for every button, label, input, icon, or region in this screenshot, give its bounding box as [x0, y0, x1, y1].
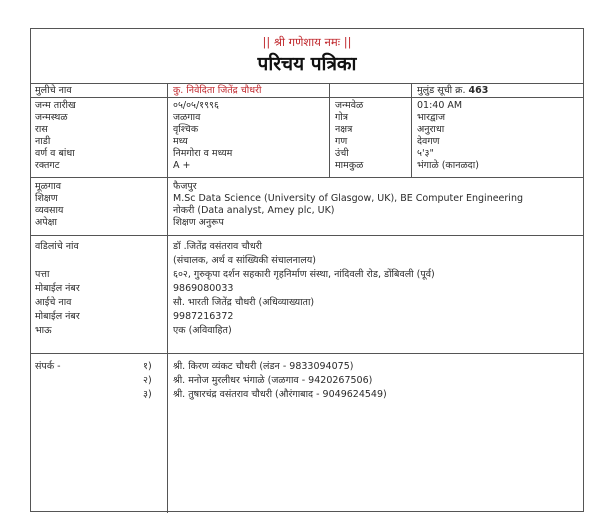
column-divider	[167, 83, 168, 513]
occupation-value: नोकरी (Data analyst, Amey plc, UK)	[173, 205, 335, 216]
blood-group-label: रक्तगट	[35, 160, 60, 171]
native-place-value: फैजपुर	[173, 181, 197, 192]
address-label: पत्ता	[35, 269, 50, 280]
girl-name-value: कु. निवेदिता जितेंद्र चौधरी	[173, 85, 262, 96]
mother-name-label: आईचे नाव	[35, 297, 72, 308]
list-number-value: 463	[468, 85, 489, 96]
document-title: परिचय पत्रिका	[257, 53, 357, 75]
nakshatra-value: अनुराधा	[417, 124, 445, 135]
nadi-value: मध्य	[173, 136, 188, 147]
father-designation: (संचालक, अर्थ व सांख्यिकी संचालनालय)	[173, 255, 316, 266]
father-mobile-value: 9869080033	[173, 283, 234, 294]
education-value: M.Sc Data Science (University of Glasgow, UK), BE Computer Engineering	[173, 193, 524, 204]
contact-number: ३)	[143, 389, 152, 400]
contacts-label: संपर्क -	[35, 361, 61, 372]
gotra-label: गोत्र	[335, 112, 349, 123]
divider	[31, 83, 583, 84]
contact-item: श्री. तुषारचंद्र वसंतराव चौधरी (औरंगाबाद - 9049624549)	[173, 389, 387, 400]
mother-mobile-value: 9987216372	[173, 311, 234, 322]
maternal-clan-label: मामकुळ	[335, 160, 364, 171]
column-divider	[411, 83, 412, 177]
gan-label: गण	[335, 136, 348, 147]
expectation-label: अपेक्षा	[35, 217, 57, 228]
birth-place-value: जळगाव	[173, 112, 201, 123]
list-number-label: मुलुंड सूची क्र. 463	[417, 85, 489, 96]
maternal-clan-value: भंगाळे (कानळदा)	[417, 160, 479, 171]
contact-number: २)	[143, 375, 152, 386]
brother-value: एक (अविवाहित)	[173, 325, 232, 336]
nadi-label: नाडी	[35, 136, 51, 147]
birth-place-label: जन्मस्थळ	[35, 112, 68, 123]
height-label: उंची	[335, 148, 349, 159]
column-divider	[329, 83, 330, 177]
father-name-value: डॉ .जितेंद्र वसंतराव चौधरी	[173, 241, 263, 252]
birth-date-value: ०५/०५/१९९६	[173, 100, 219, 111]
expectation-value: शिक्षण अनुरूप	[173, 217, 224, 228]
contact-item: श्री. किरण व्यंकट चौधरी (लंडन - 9833094075)	[173, 361, 354, 372]
native-place-label: मूळगाव	[35, 181, 61, 192]
father-name-label: वडिलांचे नांव	[35, 241, 79, 252]
address-value: ६०२, गुरुकृपा दर्शन सहकारी गृहनिर्माण संस्था, नांदिवली रोड, डोंबिवली (पूर्व)	[173, 269, 435, 280]
header	[31, 29, 583, 83]
nakshatra-label: नक्षत्र	[335, 124, 353, 135]
height-value: ५'३"	[417, 148, 434, 159]
blood-group-value: A +	[173, 160, 191, 171]
gan-value: देवगण	[417, 136, 440, 147]
brother-label: भाऊ	[35, 325, 52, 336]
divider	[31, 97, 583, 98]
birth-time-value: 01:40 AM	[417, 100, 463, 111]
birth-date-label: जन्म तारीख	[35, 100, 76, 111]
divider	[31, 235, 583, 236]
biodata-sheet	[30, 28, 584, 512]
occupation-label: व्यवसाय	[35, 205, 64, 216]
divider	[31, 177, 583, 178]
girl-name-label: मुलीचे नाव	[35, 85, 72, 96]
gotra-value: भारद्वाज	[417, 112, 445, 123]
divider	[31, 353, 583, 354]
complexion-value: निमगोरा व मध्यम	[173, 148, 233, 159]
contact-item: श्री. मनोज मुरलीधर भंगाळे (जळगाव - 9420267506)	[173, 375, 373, 386]
invocation-text: || श्री गणेशाय नमः ||	[262, 35, 352, 49]
rashi-label: रास	[35, 124, 48, 135]
mother-mobile-label: मोबाईल नंबर	[35, 311, 80, 322]
complexion-label: वर्ण व बांधा	[35, 148, 75, 159]
contact-number: १)	[143, 361, 152, 372]
education-label: शिक्षण	[35, 193, 58, 204]
father-mobile-label: मोबाईल नंबर	[35, 283, 80, 294]
birth-time-label: जन्मवेळ	[335, 100, 364, 111]
mother-name-value: सौ. भारती जितेंद्र चौधरी (अधिव्याख्याता)	[173, 297, 315, 308]
rashi-value: वृश्चिक	[173, 124, 199, 135]
